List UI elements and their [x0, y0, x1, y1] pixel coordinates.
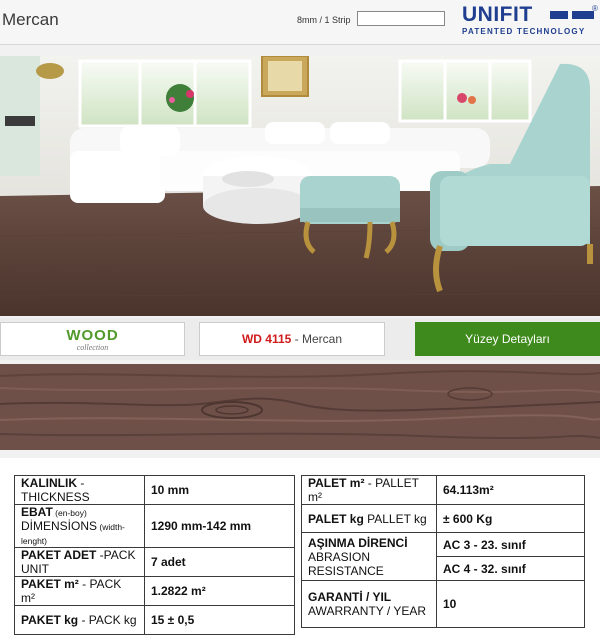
unifit-logo	[462, 4, 596, 38]
spec-row-dimensions	[15, 505, 295, 548]
abrasion-value-ac4: AC 4 - 32. sınıf	[437, 557, 585, 581]
surface-details-button[interactable]: Yüzey Detayları	[415, 322, 600, 356]
spec-row-pack-kg	[15, 606, 295, 635]
specifications-section	[0, 458, 600, 644]
product-code: WD 4115	[241, 332, 292, 346]
collection-name: WOOD	[66, 327, 119, 344]
thickness-label: KALINLIK - THICKNESS	[15, 476, 145, 505]
specs-table-left	[14, 475, 295, 635]
spec-row-pallet-kg	[302, 505, 585, 533]
pack-kg-value: 15 ± 0,5	[145, 606, 295, 635]
spec-row-pack-m2	[15, 577, 295, 606]
spec-row-abrasion-1	[302, 533, 585, 557]
logo-tagline: PATENTED TECHNOLOGY	[462, 27, 586, 36]
wood-collection-tab[interactable]	[0, 322, 185, 356]
dimensions-label: EBAT (en-boy) DİMENSİONS (width-lenght)	[15, 505, 145, 548]
pack-m2-value: 1.2822 m²	[145, 577, 295, 606]
specs-table-right	[301, 475, 585, 628]
logo-bar-1	[550, 11, 568, 19]
spec-row-thickness	[15, 476, 295, 505]
logo-bar-2	[572, 11, 594, 19]
product-separator: -	[291, 332, 302, 346]
abrasion-label: AŞINMA DİRENCİ ABRASION RESISTANCE	[302, 533, 437, 581]
pallet-kg-label: PALET kg PALLET kg	[302, 505, 437, 533]
product-tab[interactable]	[199, 322, 385, 356]
spec-row-pallet-m2	[302, 476, 585, 505]
strip-input[interactable]	[357, 11, 445, 26]
pack-kg-label: PAKET kg - PACK kg	[15, 606, 145, 635]
dimensions-value: 1290 mm-142 mm	[145, 505, 295, 548]
page-title: Mercan	[2, 10, 59, 29]
header-bar	[0, 0, 600, 45]
wood-texture-swatch	[0, 364, 600, 450]
thickness-value: 10 mm	[145, 476, 295, 505]
tab-bar	[0, 318, 600, 360]
pack-unit-label: PAKET ADET -PACK UNIT	[15, 548, 145, 577]
spec-row-pack-unit	[15, 548, 295, 577]
pack-unit-value: 7 adet	[145, 548, 295, 577]
abrasion-value-ac3: AC 3 - 23. sınıf	[437, 533, 585, 557]
pallet-m2-label: PALET m² - PALLET m²	[302, 476, 437, 505]
pallet-kg-value: ± 600 Kg	[437, 505, 585, 533]
spec-row-warranty	[302, 581, 585, 628]
collection-subtitle: collection	[76, 343, 109, 352]
warranty-label: GARANTİ / YIL AWARRANTY / YEAR	[302, 581, 437, 628]
warranty-value: 10	[437, 581, 585, 628]
logo-brand: UNIFIT	[462, 3, 533, 26]
pallet-m2-value: 64.113m²	[437, 476, 585, 505]
room-photo	[0, 56, 600, 316]
strip-label: 8mm / 1 Strip	[297, 15, 351, 25]
pack-m2-label: PAKET m² - PACK m²	[15, 577, 145, 606]
logo-registered: ®	[592, 4, 598, 13]
product-name: Mercan	[302, 332, 343, 346]
